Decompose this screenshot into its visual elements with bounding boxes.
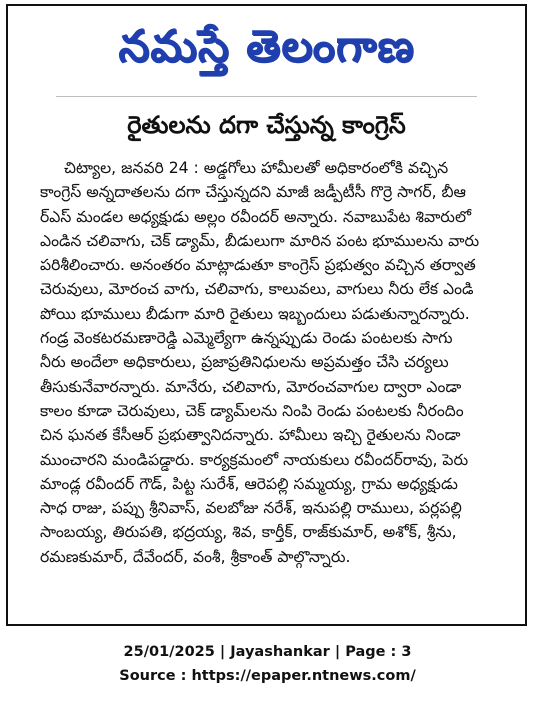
body-line: సాంబయ్య, తిరుపతి, భద్రయ్య, శివ, కార్తీక్, రాజ్‌కుమార్, అశోక్, శ్రీను, — [40, 523, 457, 542]
body-line: సాధ రాజు, పప్పు శ్రీనివాస్, వలబోజు నరేశ్, ఇనుపల్లి రాములు, పర్లపల్లి — [40, 499, 462, 518]
article-headline: రైతులను దగా చేస్తున్న కాంగ్రెస్ — [127, 111, 406, 139]
article-body — [40, 156, 509, 569]
body-line: ర్ఎస్ మండల అధ్యక్షుడు అల్లం రవీందర్ అన్నారు. నవాబుపేట శివారులో — [40, 207, 471, 226]
body-line: ముంచారని మండిపడ్డారు. కార్యక్రమంలో నాయకులు రవీందర్‌రావు, పెరు — [40, 450, 469, 469]
source-link[interactable]: Source : https://epaper.ntnews.com/ — [119, 668, 416, 684]
body-line: ఎండిన చలివాగు, చెక్ డ్యామ్, బీడులుగా మారిన పంట భూములను వారు — [40, 231, 480, 250]
body-line: కాంగ్రెస్ అన్నదాతలను దగా చేస్తున్నదని మాజీ జడ్పీటీసీ గొర్రె సాగర్, బీఆ — [40, 183, 466, 202]
body-line: గండ్ర వెంకటరమణారెడ్డి ఎమ్మెల్యేగా ఉన్నప్పుడు రెండు పంటలకు సాగు — [40, 329, 453, 348]
body-line: చిన ఘనత కేసీఆర్ ప్రభుత్వానిదన్నారు. హామీలు ఇచ్చి రైతులను నిండా — [40, 426, 461, 445]
publication-info: 25/01/2025 | Jayashankar | Page : 3 — [123, 644, 412, 660]
body-line: కాలం కూడా చెరువులు, చెక్ డ్యామ్‌లను నింపి రెండు పంటలకు నీరందిం — [40, 401, 464, 420]
body-line: పరిశీలించారు. అనంతరం మాట్లాడుతూ కాంగ్రెస్ ప్రభుత్వం వచ్చిన తర్వాత — [40, 256, 476, 275]
masthead-divider — [56, 96, 477, 97]
body-line: తీసుకునేవారన్నారు. మానేరు, చలివాగు, మోరంచవాగుల ద్వారా ఎండా — [40, 377, 462, 396]
body-line: చిట్యాల, జనవరి 24 : అడ్డగోలు హామీలతో అధికారంలోకి వచ్చిన — [64, 159, 449, 177]
body-line: పోయి భూములు బీడుగా మారి రైతులు ఇబ్బందులు పడుతున్నారన్నారు. — [40, 304, 470, 323]
news-clipping — [6, 4, 527, 626]
body-line: నీరు అందేలా అధికారులు, ప్రజాప్రతినిధులను అప్రమత్తం చేసి చర్యలు — [40, 353, 449, 372]
masthead-logo: నమస్తే తెలంగాణ — [118, 21, 415, 72]
body-line: రమణకుమార్, దేవేందర్, వంశీ, శ్రీకాంత్ పాల్గొన్నారు. — [40, 547, 351, 566]
body-line: మాండ్ల రవీందర్ గౌడ్, పిట్ట సురేశ్, ఆరెపల్లి సమ్మయ్య, గ్రామ అధ్యక్షుడు — [40, 474, 458, 493]
body-line: చెరువులు, మోరంచ వాగు, చలివాగు, కాలువలు, వాగులు నీరు లేక ఎండి — [40, 280, 474, 299]
